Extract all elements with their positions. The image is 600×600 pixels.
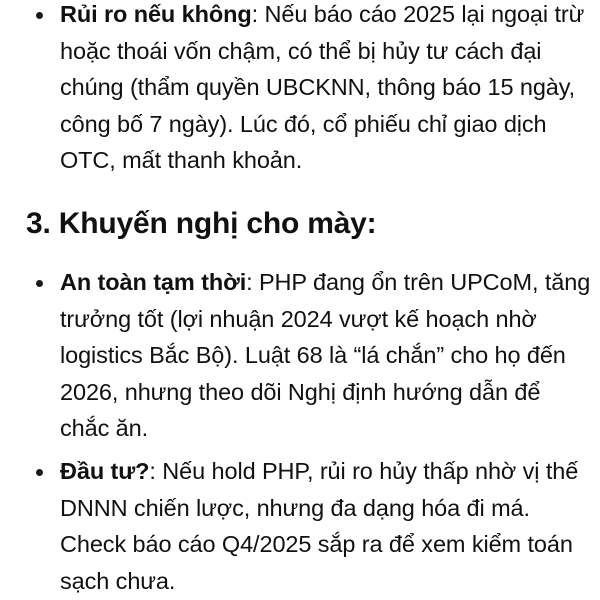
bullet-dot [36, 12, 43, 19]
list-item-risk [26, 0, 586, 179]
list-item-text [60, 453, 595, 599]
list-item-body: : PHP đang ổn trên UPCoM, tăng trưởng tốt (lợi nhuận 2024 vượt kế hoạch nhờ logistics Bắc Bộ). Luật 68 là “lá chắn” cho họ đến 2026, nhưng theo dõi Nghị định hướng dẫn để chắc ăn. [60, 269, 591, 442]
list-item-label: Đầu tư? [60, 458, 150, 484]
list-item-invest [26, 453, 586, 599]
list-item-safe [26, 264, 591, 447]
list-item-text [60, 0, 595, 179]
list-item-body: : Nếu báo cáo 2025 lại ngoại trừ hoặc thoái vốn chậm, có thể bị hủy tư cách đại chúng (thẩm quyền UBCKNN, thông báo 15 ngày, công bố 7 ngày). Lúc đó, cổ phiếu chỉ giao dịch OTC, mất thanh khoản. [60, 1, 585, 174]
list-item-text [60, 264, 595, 447]
section-heading: 3. Khuyến nghị cho mày: [26, 207, 377, 240]
bullet-dot [36, 469, 43, 476]
bullet-dot [36, 280, 43, 287]
list-item-label: An toàn tạm thời [60, 269, 247, 295]
list-item-body: : Nếu hold PHP, rủi ro hủy thấp nhờ vị thế DNNN chiến lược, nhưng đa dạng hóa đi má. Check báo cáo Q4/2025 sắp ra để xem kiểm toán sạch chưa. [60, 458, 579, 594]
list-item-label: Rủi ro nếu không [60, 1, 252, 27]
